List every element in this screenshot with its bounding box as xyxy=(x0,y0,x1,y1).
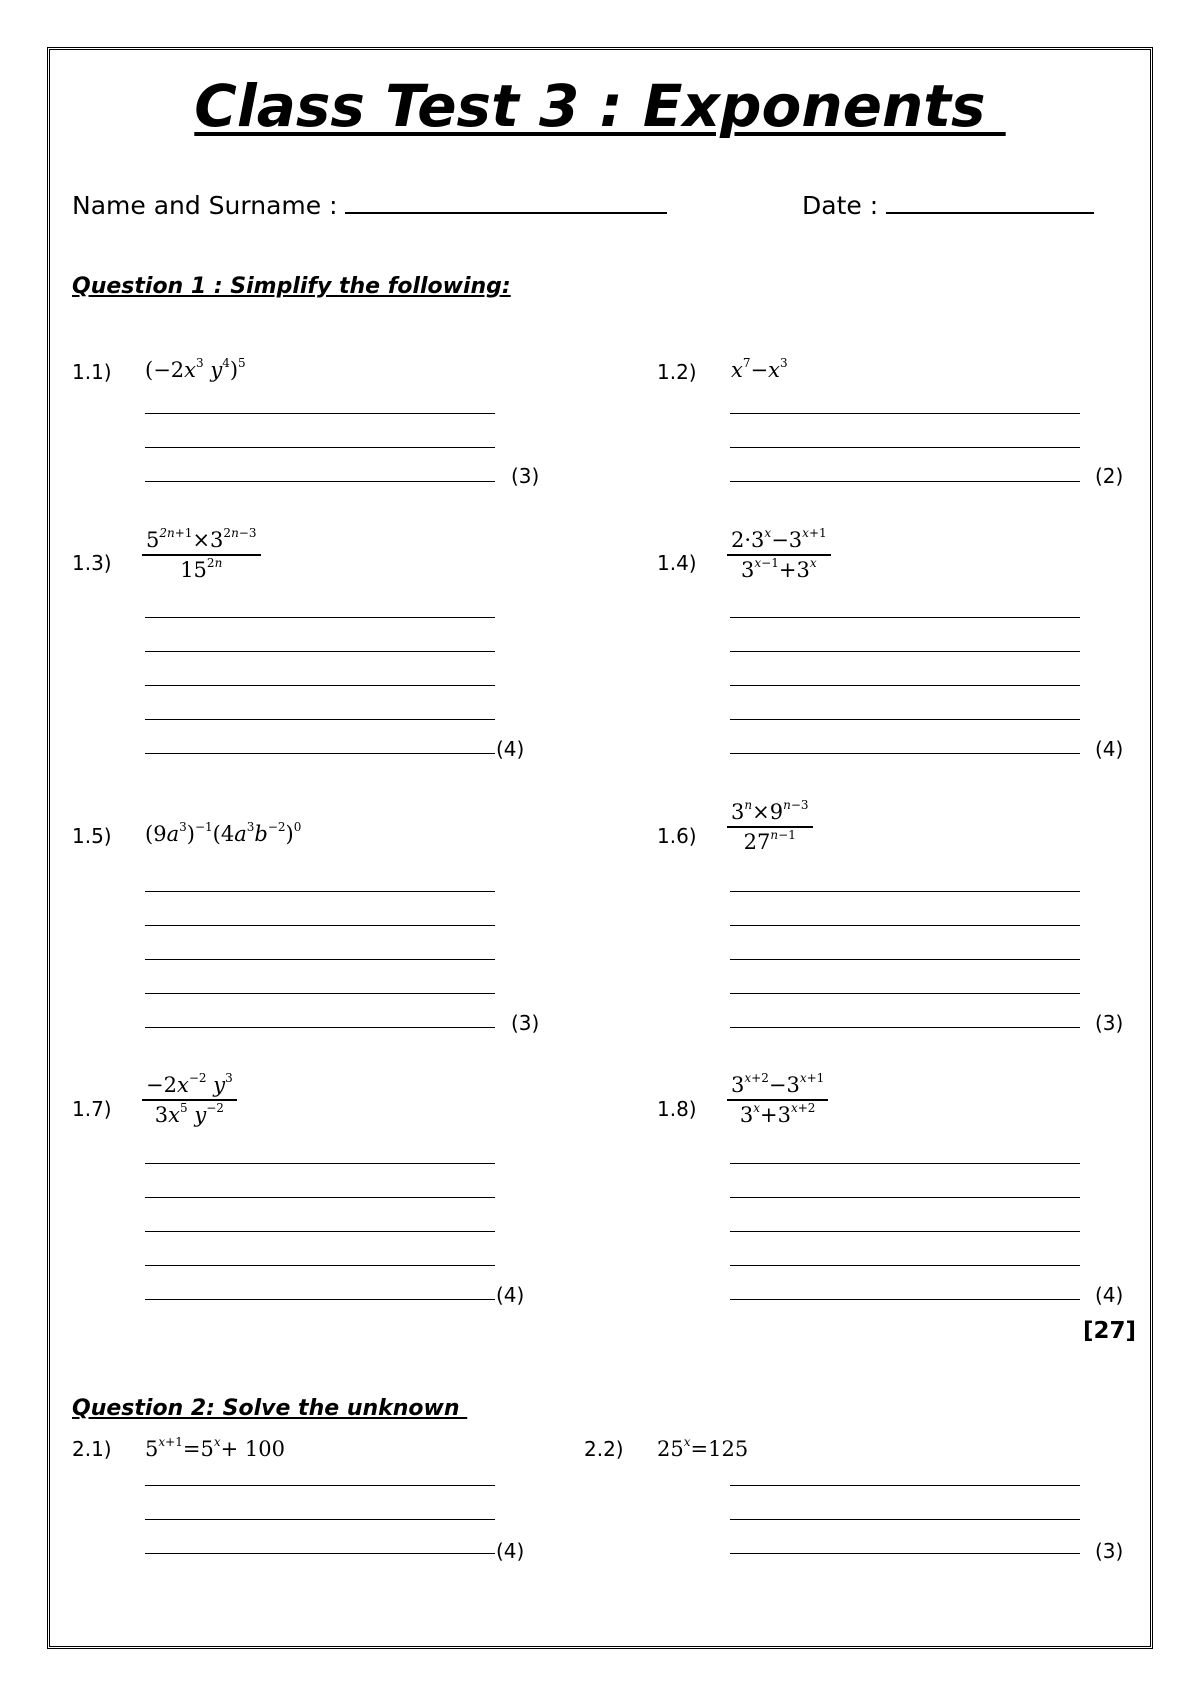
answer-line[interactable] xyxy=(145,481,495,482)
item-2-1-marks: (4) xyxy=(496,1539,525,1563)
question-1-total: [27] xyxy=(1083,1318,1137,1344)
item-1-8-number: 1.8) xyxy=(657,1097,697,1121)
item-1-1-expression: ($-2x^3$ $y^4)^5$ xyxy=(145,356,246,382)
answer-line[interactable] xyxy=(730,1485,1080,1486)
answer-line[interactable] xyxy=(730,993,1080,994)
answer-line[interactable] xyxy=(145,959,495,960)
item-1-4-number: 1.4) xyxy=(657,551,697,575)
question-2-heading: Question 2: Solve the unknown xyxy=(72,1396,468,1421)
answer-line[interactable] xyxy=(145,1197,495,1198)
item-1-5-expression: $(9a^3)^{-1}(4a^3b^{-2})^0$ xyxy=(145,820,302,846)
answer-line[interactable] xyxy=(145,617,495,618)
question-1-heading: Question 1 : Simplify the following: xyxy=(72,274,511,299)
page-title: Class Test 3 : Exponents xyxy=(194,72,1006,140)
answer-line[interactable] xyxy=(145,925,495,926)
date-blank[interactable] xyxy=(886,190,1094,214)
item-1-2-number: 1.2) xyxy=(657,360,697,384)
answer-line[interactable] xyxy=(730,447,1080,448)
answer-line[interactable] xyxy=(145,1485,495,1486)
item-1-7-number: 1.7) xyxy=(72,1097,112,1121)
answer-line[interactable] xyxy=(145,1163,495,1164)
answer-line[interactable] xyxy=(145,413,495,414)
answer-line[interactable] xyxy=(145,1027,495,1028)
answer-line[interactable] xyxy=(145,447,495,448)
answer-line[interactable] xyxy=(730,925,1080,926)
answer-line[interactable] xyxy=(730,1027,1080,1028)
item-1-7-expression: $\frac{-2x^{-2} y^3}{3x^5 y^{-2}}$ xyxy=(142,1073,237,1127)
item-2-2-marks: (3) xyxy=(1095,1539,1124,1563)
item-1-2-marks: (2) xyxy=(1095,464,1124,488)
answer-line[interactable] xyxy=(145,685,495,686)
date-field[interactable] xyxy=(802,190,1094,220)
name-field[interactable] xyxy=(72,190,667,220)
item-1-1-marks: (3) xyxy=(511,464,540,488)
item-1-3-marks: (4) xyxy=(496,737,525,761)
item-1-5-number: 1.5) xyxy=(72,824,112,848)
answer-line[interactable] xyxy=(145,651,495,652)
answer-line[interactable] xyxy=(145,1519,495,1520)
answer-line[interactable] xyxy=(145,1231,495,1232)
item-1-5-marks: (3) xyxy=(511,1011,540,1035)
item-1-6-expression: $\frac{3^n\times 9^{n-3}}{27^{n-1}}$ xyxy=(727,800,813,854)
answer-line[interactable] xyxy=(730,651,1080,652)
item-2-1-expression: $5^{x+1}=5^x+ 100$ xyxy=(145,1435,285,1461)
answer-line[interactable] xyxy=(730,1553,1080,1554)
answer-line[interactable] xyxy=(730,959,1080,960)
answer-line[interactable] xyxy=(730,1163,1080,1164)
answer-line[interactable] xyxy=(730,685,1080,686)
answer-line[interactable] xyxy=(730,719,1080,720)
answer-line[interactable] xyxy=(730,413,1080,414)
item-1-2-expression: $x^7-x^3$ xyxy=(731,356,788,382)
item-1-4-marks: (4) xyxy=(1095,737,1124,761)
answer-line[interactable] xyxy=(730,1231,1080,1232)
answer-line[interactable] xyxy=(145,1299,495,1300)
answer-line[interactable] xyxy=(730,891,1080,892)
answer-line[interactable] xyxy=(730,1519,1080,1520)
answer-line[interactable] xyxy=(730,753,1080,754)
answer-line[interactable] xyxy=(145,993,495,994)
item-1-1-number: 1.1) xyxy=(72,360,112,384)
date-label: Date : xyxy=(802,191,887,220)
answer-line[interactable] xyxy=(730,1265,1080,1266)
item-2-1-number: 2.1) xyxy=(72,1437,112,1461)
answer-line[interactable] xyxy=(145,1553,495,1554)
answer-line[interactable] xyxy=(730,1299,1080,1300)
item-1-6-marks: (3) xyxy=(1095,1011,1124,1035)
item-1-3-number: 1.3) xyxy=(72,551,112,575)
name-label: Name and Surname : xyxy=(72,191,346,220)
item-2-2-number: 2.2) xyxy=(584,1437,624,1461)
item-1-8-marks: (4) xyxy=(1095,1283,1124,1307)
item-1-6-number: 1.6) xyxy=(657,824,697,848)
answer-line[interactable] xyxy=(730,1197,1080,1198)
item-1-7-marks: (4) xyxy=(496,1283,525,1307)
item-1-3-expression: $\frac{5^{2n+1}\times 3^{2n-3}}{15^{2n}}$ xyxy=(142,528,261,582)
answer-line[interactable] xyxy=(145,1265,495,1266)
answer-line[interactable] xyxy=(730,617,1080,618)
answer-line[interactable] xyxy=(145,753,495,754)
item-1-8-expression: $\frac{3^{x+2}-3^{x+1}}{3^x+3^{x+2}}$ xyxy=(727,1073,828,1127)
item-2-2-expression: $25^x=125$ xyxy=(657,1435,749,1461)
item-1-4-expression: $\frac{2\cdot 3^x-3^{x+1}}{3^{x-1}+3^x}$ xyxy=(727,528,831,582)
answer-line[interactable] xyxy=(145,891,495,892)
answer-line[interactable] xyxy=(145,719,495,720)
name-blank[interactable] xyxy=(345,190,667,214)
answer-line[interactable] xyxy=(730,481,1080,482)
